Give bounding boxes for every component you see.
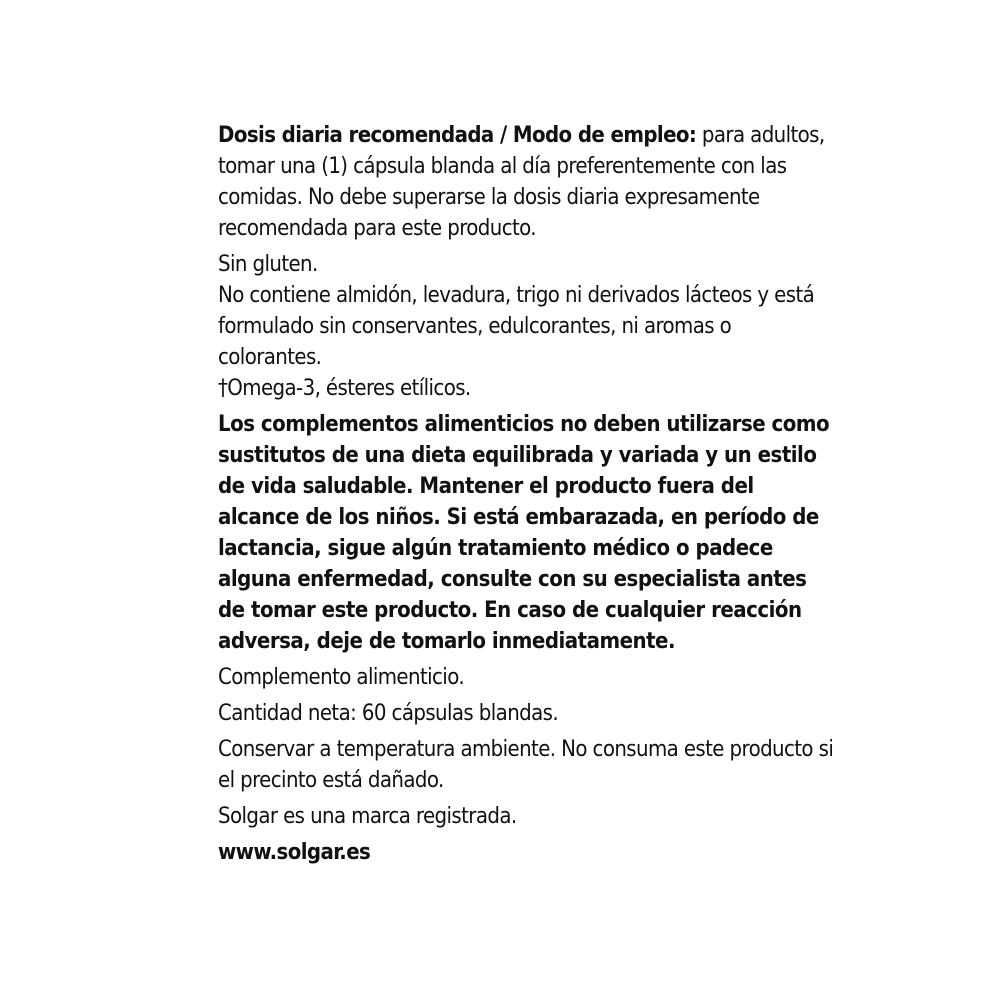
storage-line-2: el precinto está dañado. xyxy=(218,768,444,793)
dosage-line-3: comidas. No debe superarse la dosis diaria expresamente xyxy=(218,185,760,210)
storage-line-1: Conservar a temperatura ambiente. No consuma este producto si xyxy=(218,737,834,762)
trademark-line: Solgar es una marca registrada. xyxy=(218,804,517,829)
trademark-paragraph xyxy=(218,801,798,832)
warning-line-7: de tomar este producto. En caso de cualquier reacción xyxy=(218,598,802,623)
warning-line-6: alguna enfermedad, consulte con su especialista antes xyxy=(218,567,807,592)
net-quantity-paragraph xyxy=(218,698,798,729)
free-from-paragraph xyxy=(218,249,815,404)
dosage-paragraph xyxy=(218,120,825,244)
gluten-free-line: Sin gluten. xyxy=(218,252,318,277)
dosage-line-1-rest: para adultos, xyxy=(696,123,825,148)
warning-line-1: Los complementos alimenticios no deben utilizarse como xyxy=(218,412,830,437)
warning-line-2: sustitutos de una dieta equilibrada y variada y un estilo xyxy=(218,443,817,468)
dosage-line-4: recomendada para este producto. xyxy=(218,216,536,241)
warning-line-8: adversa, deje de tomarlo inmediatamente. xyxy=(218,629,675,654)
free-from-line-3: formulado sin conservantes, edulcorantes, ni aromas o xyxy=(218,314,732,339)
website-link[interactable]: www.solgar.es xyxy=(218,840,371,865)
website-paragraph xyxy=(218,837,798,868)
omega-note-line: †Omega-3, ésteres etílicos. xyxy=(218,376,471,401)
warning-paragraph xyxy=(218,409,830,657)
free-from-line-2: No contiene almidón, levadura, trigo ni derivados lácteos y está xyxy=(218,283,815,308)
dosage-line-1 xyxy=(218,120,825,151)
product-label-text xyxy=(218,120,834,873)
warning-line-3: de vida saludable. Mantener el producto fuera del xyxy=(218,474,754,499)
product-type-paragraph xyxy=(218,662,798,693)
storage-paragraph xyxy=(218,734,834,796)
warning-line-5: lactancia, sigue algún tratamiento médico o padece xyxy=(218,536,773,561)
dosage-heading: Dosis diaria recomendada / Modo de empleo: xyxy=(218,123,697,148)
warning-line-4: alcance de los niños. Si está embarazada, en período de xyxy=(218,505,819,530)
dosage-line-2: tomar una (1) cápsula blanda al día preferentemente con las xyxy=(218,154,787,179)
free-from-line-4: colorantes. xyxy=(218,345,322,370)
net-quantity-line: Cantidad neta: 60 cápsulas blandas. xyxy=(218,701,559,726)
product-type-line: Complemento alimenticio. xyxy=(218,665,465,690)
